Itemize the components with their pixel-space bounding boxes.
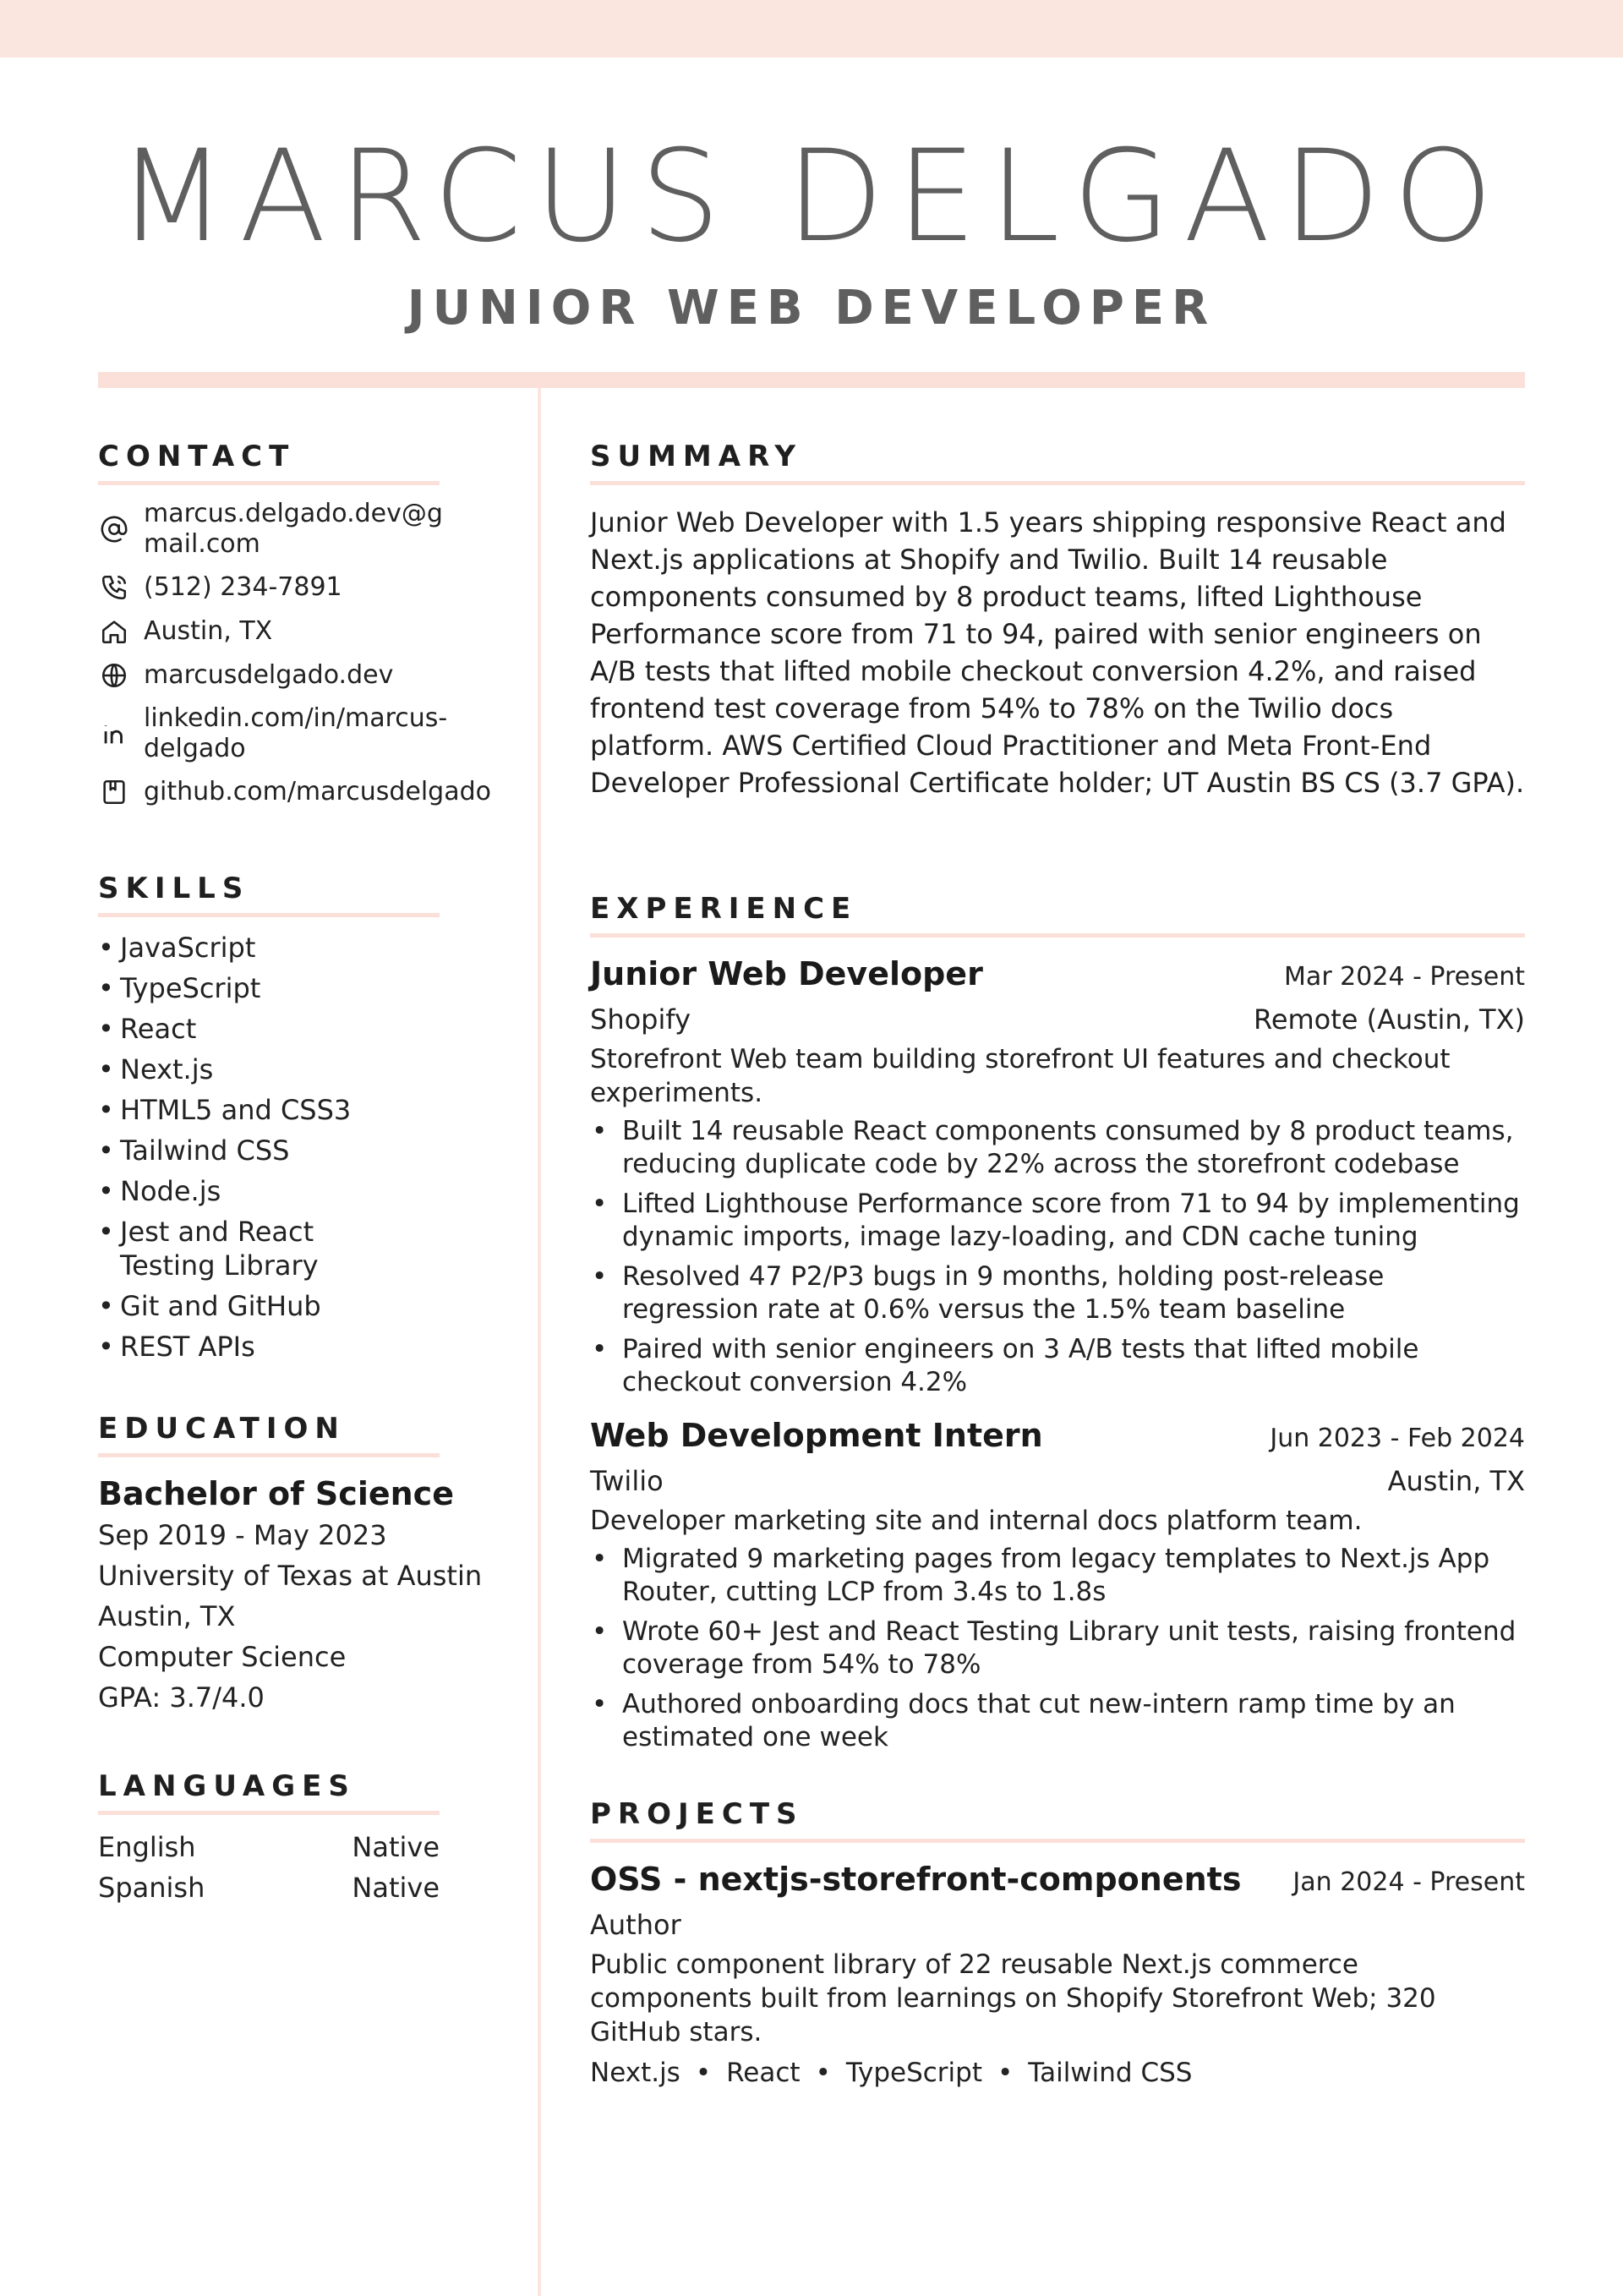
project-title: OSS - nextjs-storefront-components [590,1861,1242,1898]
project-tags [590,2054,1525,2091]
job-entry [590,953,1525,1399]
skills-title: SKILLS [98,867,440,917]
skill-item: • React [98,1013,197,1045]
education-gpa: GPA: 3.7/4.0 [98,1681,265,1714]
job-bullet: • Migrated 9 marketing pages from legacy templates to Next.js App Router, cutting LCP from 3.4s to 1.8s [592,1544,1490,1607]
education-degree: Bachelor of Science [98,1475,454,1512]
contact-website[interactable] [98,659,512,692]
summary-title: SUMMARY [590,435,1525,485]
candidate-role: JUNIOR WEB DEVELOPER [407,281,1216,336]
left-column [98,435,512,1908]
project-tag: Next.js [590,2058,680,2088]
job-location: Austin, TX [1387,1465,1525,1497]
contact-title: CONTACT [98,435,440,485]
job-description: Developer marketing site and internal docs platform team. [590,1506,1363,1536]
project-dates: Jan 2024 - Present [1292,1867,1525,1897]
tag-separator: • [997,2058,1014,2088]
education-school: University of Texas at Austin [98,1560,483,1592]
skills-list [98,931,512,1364]
top-accent-band [0,0,1623,57]
job-description: Storefront Web team building storefront UI features and checkout experiments. [590,1044,1451,1108]
skill-item: • Tailwind CSS [98,1134,290,1167]
job-title: Junior Web Developer [590,955,983,992]
job-bullet: • Resolved 47 P2/P3 bugs in 9 months, holding post-release regression rate at 0.6% versus the 1.5% team baseline [592,1261,1385,1325]
language-row [98,1867,440,1908]
skill-item: • Node.js [98,1175,221,1207]
job-title: Web Development Intern [590,1417,1043,1454]
experience-title: EXPERIENCE [590,888,1525,938]
job-bullets [590,1543,1525,1754]
contact-email[interactable] [98,499,512,560]
education-field: Computer Science [98,1641,347,1673]
skills-section [98,867,512,1364]
skill-item: • JavaScript [98,932,256,964]
job-dates: Mar 2024 - Present [1284,962,1525,992]
job-bullets [590,1115,1525,1399]
language-level: Native [352,1831,440,1863]
education-dates: Sep 2019 - May 2023 [98,1519,387,1551]
job-bullet: • Paired with senior engineers on 3 A/B tests that lifted mobile checkout conversion 4.2% [592,1334,1419,1397]
languages-list [98,1827,512,1908]
globe-icon [98,659,130,692]
contact-linkedin[interactable] [98,703,512,764]
projects-title: PROJECTS [590,1793,1525,1843]
job-bullet: • Lifted Lighthouse Performance score from 71 to 94 by implementing dynamic imports, image lazy-loading, and CDN cache tuning [592,1189,1520,1252]
skill-item: • Next.js [98,1053,214,1085]
summary-text: Junior Web Developer with 1.5 years shipping responsive React and Next.js applications at Shopify and Twilio. Built 14 reusable components consumed by 8 product teams, lifted Lighthouse Performance score from 71 to 94, paired with senior engineers on A/B tests that lifted mobile checkout conversion 4.2%, and raised frontend test coverage from 54% to 78% on the Twilio docs platform. AWS Certified Cloud Practitioner and Meta Front-End Developer Professional Certificate holder; UT Austin BS CS (3.7 GPA). [590,506,1525,799]
contact-phone-text: (512) 234-7891 [144,572,342,602]
language-level: Native [352,1872,440,1904]
project-role: Author [590,1909,681,1941]
education-title: EDUCATION [98,1408,440,1457]
at-icon [98,513,130,545]
tag-separator: • [695,2058,712,2088]
contact-phone[interactable] [98,571,512,604]
project-description: Public component library of 22 reusable Next.js commerce components built from learnings on Shopify Storefront Web; 320 GitHub stars. [590,1949,1436,2047]
skill-item: • HTML5 and CSS3 [98,1094,352,1126]
contact-email-text: marcus.delgado.dev@g mail.com [144,499,443,559]
home-icon [98,615,130,648]
job-bullet: • Authored onboarding docs that cut new-intern ramp time by an estimated one week [592,1689,1456,1752]
job-company: Shopify [590,1003,691,1036]
job-location: Remote (Austin, TX) [1254,1003,1525,1036]
linkedin-icon [98,718,130,750]
tag-separator: • [815,2058,831,2088]
job-company: Twilio [590,1465,664,1497]
language-row [98,1827,440,1867]
contact-section [98,435,512,808]
language-name: Spanish [98,1872,205,1904]
summary-section [590,435,1525,801]
job-dates: Jun 2023 - Feb 2024 [1270,1424,1525,1453]
project-tag: Tailwind CSS [1028,2058,1193,2088]
job-entry [590,1414,1525,1754]
education-location: Austin, TX [98,1600,236,1632]
languages-section [98,1765,512,1908]
skill-item: • REST APIs [98,1331,255,1363]
contact-location [98,615,512,648]
contact-github[interactable] [98,776,512,808]
project-entry [590,1858,1525,2091]
github-icon [98,776,130,808]
column-divider [538,388,541,2296]
contact-website-text: marcusdelgado.dev [144,660,394,690]
skill-item: • TypeScript [98,972,261,1004]
job-bullet: • Built 14 reusable React components consumed by 8 product teams, reducing duplicate code by 22% across the storefront codebase [592,1116,1514,1179]
education-section [98,1408,512,1718]
experience-section [590,888,1525,1754]
header-rule [98,372,1525,388]
project-tag: TypeScript [845,2058,982,2088]
phone-icon [98,571,130,604]
projects-section [590,1793,1525,2091]
contact-location-text: Austin, TX [144,616,273,646]
skill-item: • Jest and React Testing Library [98,1216,319,1282]
skill-item: • Git and GitHub [98,1290,321,1322]
right-column [590,435,1525,2091]
languages-title: LANGUAGES [98,1765,440,1815]
contact-list [98,499,512,808]
job-bullet: • Wrote 60+ Jest and React Testing Library unit tests, raising frontend coverage from 54% to 78% [592,1616,1516,1680]
project-tag: React [726,2058,801,2088]
language-name: English [98,1831,196,1863]
candidate-name: MARCUS DELGADO [117,123,1506,271]
contact-github-text: github.com/marcusdelgado [144,777,492,806]
contact-linkedin-text: linkedin.com/in/marcus-delgado [144,703,448,763]
